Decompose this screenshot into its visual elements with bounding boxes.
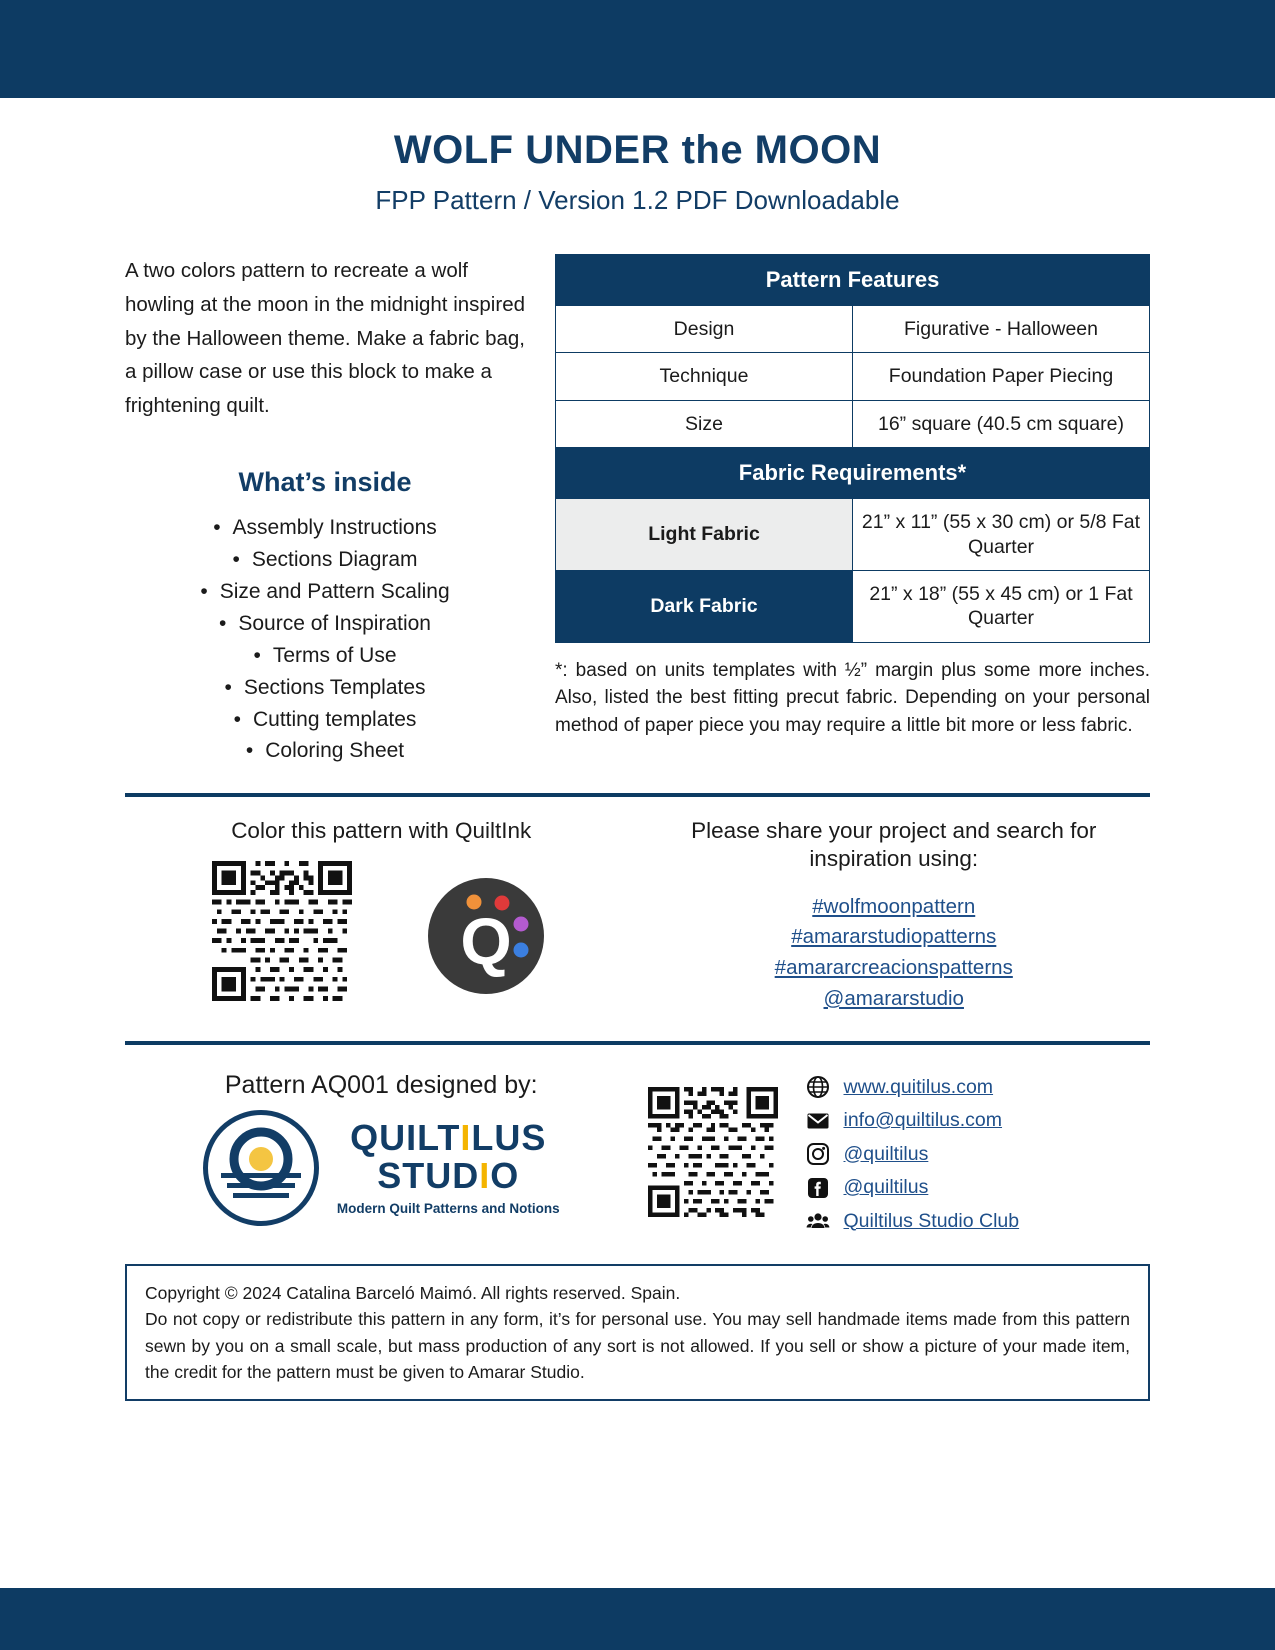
top-band bbox=[0, 0, 1275, 98]
website-link[interactable]: www.quitilus.com bbox=[843, 1075, 994, 1098]
row-value: Figurative - Halloween bbox=[853, 306, 1150, 353]
dark-fabric-value: 21” x 18” (55 x 45 cm) or 1 Fat Quarter bbox=[853, 570, 1150, 642]
right-column bbox=[555, 254, 1150, 767]
copyright-box bbox=[125, 1264, 1150, 1401]
row-label: Size bbox=[556, 400, 853, 447]
hashtag[interactable]: @amararstudio bbox=[823, 986, 964, 1010]
contact-row-email[interactable] bbox=[806, 1104, 1020, 1138]
fabric-footnote: *: based on units templates with ½” margin plus some more inches. Also, listed the best fitting precut fabric. Depending on your personal method of paper piece you may require a little bit more or less fabric. bbox=[555, 659, 1150, 736]
instagram-icon bbox=[806, 1142, 830, 1166]
row-label: Design bbox=[556, 306, 853, 353]
list-item: • Sections Diagram bbox=[125, 544, 525, 576]
facebook-link[interactable]: @quiltilus bbox=[843, 1176, 929, 1199]
list-item: • Terms of Use bbox=[125, 640, 525, 672]
divider-1 bbox=[125, 793, 1150, 797]
row-label: Technique bbox=[556, 353, 853, 400]
globe-icon bbox=[806, 1075, 830, 1099]
instagram-link[interactable]: @quiltilus bbox=[843, 1142, 929, 1165]
list-item: • Size and Pattern Scaling bbox=[125, 576, 525, 608]
contact-row-instagram[interactable] bbox=[806, 1138, 1020, 1172]
quiltink-logo bbox=[422, 870, 550, 998]
designer-section bbox=[125, 1071, 1150, 1239]
copyright-line-2: Do not copy or redistribute this pattern in any form, it’s for personal use. You may sell handmade items made from this pattern sewn by you on a small scale, but mass production of any sort is not allowed. If you sell or show a picture of your made item, the credit for the pattern must be given to Amarar Studio. bbox=[145, 1309, 1130, 1382]
contact-row-club[interactable] bbox=[806, 1205, 1020, 1239]
left-column bbox=[125, 254, 555, 767]
table-section-header bbox=[556, 448, 1150, 499]
brand-lockup bbox=[125, 1110, 638, 1226]
table-row bbox=[556, 306, 1150, 353]
hashtag-list bbox=[638, 892, 1151, 1015]
list-item: • Cutting templates bbox=[125, 704, 525, 736]
fabric-requirements-heading: Fabric Requirements* bbox=[556, 448, 1150, 499]
copyright-line-1: Copyright © 2024 Catalina Barceló Maimó. All rights reserved. Spain. bbox=[145, 1283, 681, 1304]
pattern-features-heading: Pattern Features bbox=[556, 255, 1150, 306]
hashtag[interactable]: #amararstudiopatterns bbox=[791, 925, 997, 949]
intro-paragraph: A two colors pattern to recreate a wolf howling at the moon in the midnight inspired by the Halloween theme. Make a fabric bag, a pillow case or use this block to make a frightening quilt. bbox=[125, 259, 525, 418]
table-row bbox=[556, 400, 1150, 447]
brand-word-2 bbox=[337, 1157, 560, 1195]
whats-inside-list bbox=[125, 512, 525, 767]
email-link[interactable]: info@quiltilus.com bbox=[843, 1109, 1003, 1132]
light-fabric-label: Light Fabric bbox=[556, 499, 853, 571]
contact-qr-code[interactable] bbox=[648, 1087, 778, 1222]
contact-section bbox=[638, 1071, 1151, 1239]
share-heading: Please share your project and search for inspiration using: bbox=[691, 818, 1097, 872]
contact-links bbox=[806, 1071, 1020, 1239]
contact-row-website[interactable] bbox=[806, 1071, 1020, 1105]
brand-word-1a: QUILT bbox=[350, 1117, 461, 1159]
list-item: • Assembly Instructions bbox=[125, 512, 525, 544]
club-link[interactable]: Quiltilus Studio Club bbox=[843, 1209, 1020, 1232]
brand-word-2c: O bbox=[490, 1155, 520, 1197]
row-value: 16” square (40.5 cm square) bbox=[853, 400, 1150, 447]
hashtag[interactable]: #wolfmoonpattern bbox=[812, 894, 976, 918]
bottom-band bbox=[0, 1588, 1275, 1650]
table-section-header bbox=[556, 255, 1150, 306]
quiltink-heading: Color this pattern with QuiltInk bbox=[231, 818, 532, 844]
list-item: • Coloring Sheet bbox=[125, 735, 525, 767]
share-block bbox=[638, 817, 1151, 1014]
main-columns bbox=[125, 254, 1150, 767]
list-item: • Sections Templates bbox=[125, 672, 525, 704]
row-value: Foundation Paper Piecing bbox=[853, 353, 1150, 400]
brand-word-1b: I bbox=[460, 1117, 472, 1159]
brand-tagline: Modern Quilt Patterns and Notions bbox=[336, 1200, 560, 1216]
divider-2 bbox=[125, 1041, 1150, 1045]
pattern-features-table bbox=[555, 254, 1150, 643]
whats-inside-heading: What’s inside bbox=[238, 467, 412, 498]
facebook-icon bbox=[806, 1176, 830, 1200]
brand-word-1 bbox=[337, 1119, 560, 1157]
light-fabric-value: 21” x 11” (55 x 30 cm) or 5/8 Fat Quarter bbox=[853, 499, 1150, 571]
quiltink-block bbox=[125, 817, 638, 1014]
table-row bbox=[556, 353, 1150, 400]
dark-fabric-label: Dark Fabric bbox=[556, 570, 853, 642]
page-subtitle: FPP Pattern / Version 1.2 PDF Downloadable bbox=[375, 185, 900, 215]
page-title: WOLF UNDER the MOON bbox=[393, 128, 882, 172]
group-icon bbox=[806, 1209, 830, 1233]
share-section bbox=[125, 817, 1150, 1014]
designer-block bbox=[125, 1071, 638, 1226]
page-content bbox=[0, 98, 1275, 1588]
brand-word-1c: LUS bbox=[471, 1117, 547, 1159]
svg-text:Q: Q bbox=[460, 903, 512, 978]
quiltink-row bbox=[125, 861, 638, 1006]
brand-word-2b: I bbox=[479, 1155, 491, 1197]
envelope-icon bbox=[806, 1109, 830, 1133]
list-item: • Source of Inspiration bbox=[125, 608, 525, 640]
designer-heading: Pattern AQ001 designed by: bbox=[224, 1070, 538, 1099]
quiltilus-logo-icon bbox=[203, 1110, 319, 1226]
contact-row-facebook[interactable] bbox=[806, 1171, 1020, 1205]
brand-word-2a: STUD bbox=[377, 1155, 480, 1197]
table-row bbox=[556, 570, 1150, 642]
hashtag[interactable]: #amararcreacionspatterns bbox=[774, 956, 1013, 980]
quiltink-qr-code[interactable] bbox=[212, 861, 352, 1006]
table-row bbox=[556, 499, 1150, 571]
brand-text bbox=[337, 1119, 560, 1216]
